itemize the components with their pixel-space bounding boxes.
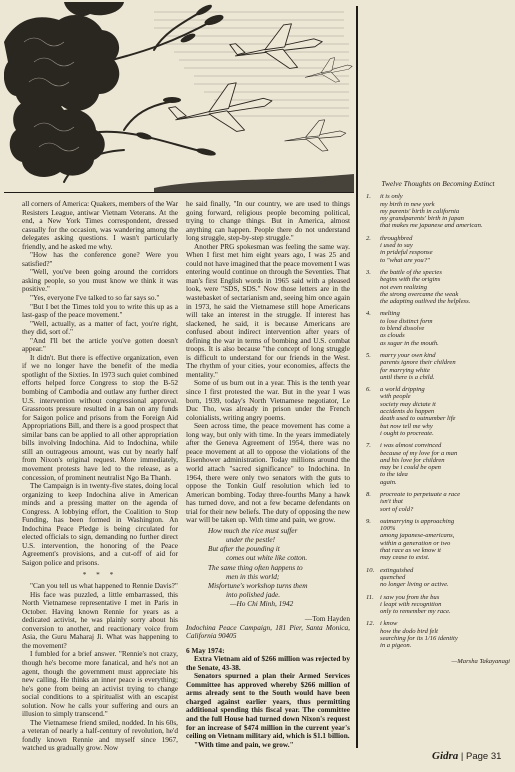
author-address: Indochina Peace Campaign, 181 Pier, Santa Monica, California 90405 — [186, 622, 350, 641]
poem-line: under the pestle! — [226, 534, 276, 544]
stanza-number: 4. — [366, 310, 371, 318]
stanza-number: 7. — [366, 442, 371, 450]
poem-line: men in this world; — [226, 571, 280, 581]
poem-title: Twelve Thoughts on Becoming Extinct — [381, 179, 495, 188]
stanza-line: it is only — [380, 193, 403, 201]
section-break-stars: * * * — [82, 569, 118, 579]
stanza-line: extinguished — [380, 566, 414, 574]
stanza-line: marry your own kind — [380, 351, 436, 359]
separator: | — [460, 751, 464, 762]
paragraph: "Can you tell us what happened to Rennie Davis?" — [30, 581, 178, 591]
stanza-line: that race as we know it — [380, 547, 441, 555]
stanza-line: because of my love for a man — [380, 449, 458, 457]
stanza-line: throughbred — [380, 234, 413, 242]
stanza-line: not even realizing — [380, 283, 427, 291]
stanza-line: quenched — [380, 573, 406, 581]
stanza-line: again. — [380, 478, 397, 486]
stanza-line: as sugar in the mouth. — [380, 339, 439, 347]
paragraph: I fumbled for a brief answer. "Rennie's not crazy, though he's become more fanatical, and he's not an agent, though the government must appreciate his new calling. He thinks an inner peace is everything; he's gone from being an activist trying to change social conditions to a spiritualist with an escapist solution. Now he calls your suffering and ours an illusion to simply transcend." — [22, 649, 178, 719]
stanza-line: with people — [380, 393, 411, 401]
poem-stanza — [366, 567, 510, 589]
stanza-line: i was almost convinced — [380, 442, 442, 450]
poem-attribution: —Ho Chi Minh, 1942 — [230, 599, 294, 609]
paragraph: "Well, actually, as a matter of fact, you're right, they did, sort of." — [22, 318, 178, 337]
article-column-2 — [186, 200, 350, 749]
poem-stanza — [366, 310, 510, 346]
stanza-line: begins with the origins — [380, 276, 441, 284]
bold-paragraph: Senators spurned a plan their Armed Services Committee has approved whereby $266 million of arms already sent to the South would have been charged against earlier years, thus permitting additional spending this fiscal year. The committee and the full House had turned down Nixon's request for an increase of $474 million in the current year's ceiling on Vietnam military aid, which is $1.1 billion. — [186, 671, 350, 741]
stanza-number: 1. — [366, 193, 371, 201]
poem-stanza — [366, 620, 510, 649]
poem-stanza — [366, 235, 510, 264]
poem-stanza — [366, 269, 510, 305]
stanza-line: melting — [380, 310, 400, 318]
stanza-line: procreate to perpetuate a race — [380, 490, 461, 498]
bold-paragraph: Extra Vietnam aid of $266 million was rejected by the Senate, 43-38. — [186, 654, 350, 672]
stanza-number: 8. — [366, 490, 371, 498]
author-signature: —Tom Hayden — [304, 613, 350, 623]
stanza-line: outmarrying is approaching — [380, 517, 455, 525]
paragraph: "Well, you've been going around the corridors asking people, so you must know we think it was positive." — [22, 267, 178, 294]
stanza-line: among japanese-americans, — [380, 532, 455, 540]
poem-stanza — [366, 491, 510, 513]
stanza-line: as clouds — [380, 332, 405, 340]
stanza-line: searching for its 1/16 identity — [380, 635, 458, 643]
stanza-number: 2. — [366, 234, 371, 242]
stanza-number: 10. — [366, 566, 375, 574]
stanza-line: to lose distinct form — [380, 317, 433, 325]
poem-column — [366, 180, 510, 665]
stanza-line: how the dodo bird felt — [380, 627, 438, 635]
stanza-line: my parents' birth in california — [380, 207, 460, 215]
stanza-line: i ought to procreate. — [380, 429, 434, 437]
stanza-line: accidents do happen — [380, 408, 435, 416]
stanza-line: and his love for children — [380, 456, 445, 464]
stanza-line: i leapt with recognition — [380, 600, 442, 608]
paragraph: His face was puzzled, a little embarrassed, this North Vietnamese representative I met in Paris in October. Having known Rennie for years as a dedicated activist, he was plainly sorry about his conversion to another, and reactionary voice from Asia, the Guru Maharaj Ji. What was happening to the movement? — [22, 589, 178, 650]
stanza-line: i used to say — [380, 242, 413, 250]
stanza-line: i saw you from the bus — [380, 593, 440, 601]
illustration-planes-over-trees — [4, 2, 360, 192]
poem-stanza — [366, 594, 510, 616]
stanza-line: 100% — [380, 525, 396, 533]
illustration-bottom-rule — [4, 192, 354, 193]
paragraph: Another PRG spokesman was feeling the same way. When I first met him eight years ago, I was 25 and could not have imagined that the peace movement I was entering would continue on through the Seventies. That man's first English words in 1965 said with a pleased look, were "SDS, SDS." Now those letters are in the wastebasket of sectarianism and, seeing him once again in 1973, he said the Vietnamese still hope Americans will take an interest in the struggle. If interest has slackened, he said, it is because Americans are confused about indirect intervention after years of defining the war in terms of bombing and U.S. combat troops. It is also because "the concept of long struggle is difficult to understand for our friends in the West. The rhythm of your cities, your economies, affects the mentality." — [186, 241, 350, 379]
stanza-number: 5. — [366, 351, 371, 359]
stanza-line: for marrying white — [380, 366, 430, 374]
poem-line: The same thing often happens to — [208, 562, 303, 572]
paragraph: "And I'll bet the article you've gotten doesn't appear." — [22, 335, 178, 354]
paragraph: The Campaign is in twenty-five states, doing local organizing to keep Indochina alive in American minds and a pressing matter on the agenda of Congress. A lobbying effort, the Coalition to Stop Funding, has been formed in Washington. An Indochina Peace Pledge is being circulated for elected officials to sign, demanding no further direct U.S. intervention, the honoring of the Peace Agreement's provisions, and a cut-off of aid for Saigon police and prisons. — [22, 481, 178, 567]
stanza-line: sort of cold? — [380, 505, 414, 513]
poem-items — [366, 193, 510, 649]
poem-stanza — [366, 442, 510, 486]
stanza-number: 11. — [366, 593, 374, 601]
poem-stanza — [366, 352, 510, 381]
paragraph: Some of us burn out in a year. This is the tenth year since I first protested the war. But in the year I was born, 1939, today's North Vietnamese negotiator, Le Duc Tho, was already in prison under the French colonialists, writing angry poems. — [186, 378, 350, 422]
paragraph: all corners of America: Quakers, members of the War Resisters League, antiwar Vietnam Veterans. At the end, a New York Times correspondent, dressed casually for the occasion, was wandering among the delegates asking questions. I wasn't particularly friendly, and he asked me why. — [22, 199, 178, 251]
stanza-line: the adapting outlived the helpless. — [380, 298, 471, 306]
stanza-line: my birth in new york — [380, 200, 435, 208]
stanza-line: isn't that — [380, 498, 403, 506]
stanza-line: the strong overcame the weak — [380, 290, 459, 298]
poem-line: How much the rice must suffer — [208, 525, 298, 535]
paragraph: "But I bet the Times told you to write this up as a last-gasp of the peace movement." — [22, 301, 178, 320]
article-column-1 — [22, 200, 178, 753]
stanza-line: to "what are you?" — [380, 256, 430, 264]
stanza-line: parents ignore their children — [380, 359, 456, 367]
stanza-line: death used to outnumber life — [380, 415, 456, 423]
page-footer — [432, 750, 501, 762]
poem-line: Misfortune's workshop turns them — [208, 581, 308, 590]
bold-paragraph: "With time and pain, we grow." — [194, 739, 294, 749]
stanza-line: my grandparents' birth in japan — [380, 215, 464, 223]
poet-attribution: —Marsha Takayanagi — [451, 657, 510, 665]
publication-name: Gidra — [432, 750, 459, 762]
stanza-line: i know — [380, 620, 398, 628]
poem-line: into polished jade. — [226, 590, 281, 600]
stanza-line: may be i could be open — [380, 464, 441, 472]
stanza-number: 12. — [366, 620, 375, 628]
column-divider-rule — [356, 6, 358, 748]
poem-line: comes out white like cotton. — [226, 553, 308, 563]
stanza-line: to the idea — [380, 471, 408, 479]
page-number: Page 31 — [466, 751, 502, 762]
stanza-line: within a generation or two — [380, 539, 451, 547]
stanza-number: 6. — [366, 386, 371, 394]
paragraph: Seen across time, the peace movement has come a long way, but only with time. In the years immediately after the Geneva Agreement of 1954, there was no peace movement at all to oppose the violations of the Eisenhower administration. Today millions around the world attach "sacred significance" to Indochina. In 1964, there were only two senators with the guts to oppose the Tonkin Gulf resolution which led to American bombing. Today three-fourths Many a hawk has turned dove, and not a few became defendants on trial for their new beliefs. The duty of opposing the new war will be taken up. With time and pain, we grow. — [186, 421, 350, 525]
stanza-line: to blend dissolve — [380, 325, 425, 333]
stanza-number: 9. — [366, 517, 371, 525]
stanza-line: no longer living or active. — [380, 581, 449, 589]
stanza-line: that makes me japanese and american. — [380, 222, 483, 230]
update-dateline: 6 May 1974: — [186, 645, 225, 655]
stanza-line: until there is a child. — [380, 373, 435, 381]
stanza-line: only to remember my race. — [380, 608, 451, 616]
poem-stanza — [366, 386, 510, 437]
stanza-line: society may dictate it — [380, 400, 436, 408]
stanza-line: a world dripping — [380, 386, 425, 394]
stanza-line: but now tell me why — [380, 422, 433, 430]
poem-stanza — [366, 193, 510, 229]
poem-stanza — [366, 518, 510, 562]
paragraph: It didn't. But there is effective organization, even if we no longer have the benefit of the media spotlight of the Sixties. In 1973 such quiet combined efforts helped force Congress to stop the B-52 bombing of Cambodia and outlaw any further direct U.S. intervention without congressional approval. Grassroots pressure resulted in a ban on any funds for Saigon police and prisons from the Foreign Aid Appropriations Bill, and there is a good prospect that similar bans can be applied to all other appropriation bills involving Indochina. Aid to Indochina, while still an outrageous amount, was cut by nearly half from Nixon's original request. More immediately, movement protests have led to the release, as a concession, of prominent neutralist Ngo Ba Thanh. — [22, 352, 178, 482]
poem-line: But after the pounding it — [208, 544, 280, 554]
paragraph: "Yes, everyone I've talked to so far says so." — [30, 293, 160, 303]
paragraph: The Vietnamese friend smiled, nodded. In his 60s, a veteran of nearly a half-century of revolution, he'd fondly known Rennie and myself since 1967, watched us gradually grow. Now — [22, 717, 178, 753]
paragraph: he said finally, "In our country, we are used to things going forward, religious people becoming political, trying to change things. But in America, almost anything can happen. People there do not understand long struggle, step-by-step struggle." — [186, 199, 350, 243]
stanza-number: 3. — [366, 268, 371, 276]
stanza-line: the battle of the species — [380, 268, 442, 276]
stanza-line: in prideful response — [380, 249, 433, 257]
stanza-line: may cease to exist. — [380, 554, 430, 562]
ho-chi-minh-poem — [186, 527, 350, 609]
paragraph: "How has the conference gone? Were you satisfied?" — [22, 250, 178, 268]
stanza-line: in a pigeon. — [380, 642, 412, 650]
